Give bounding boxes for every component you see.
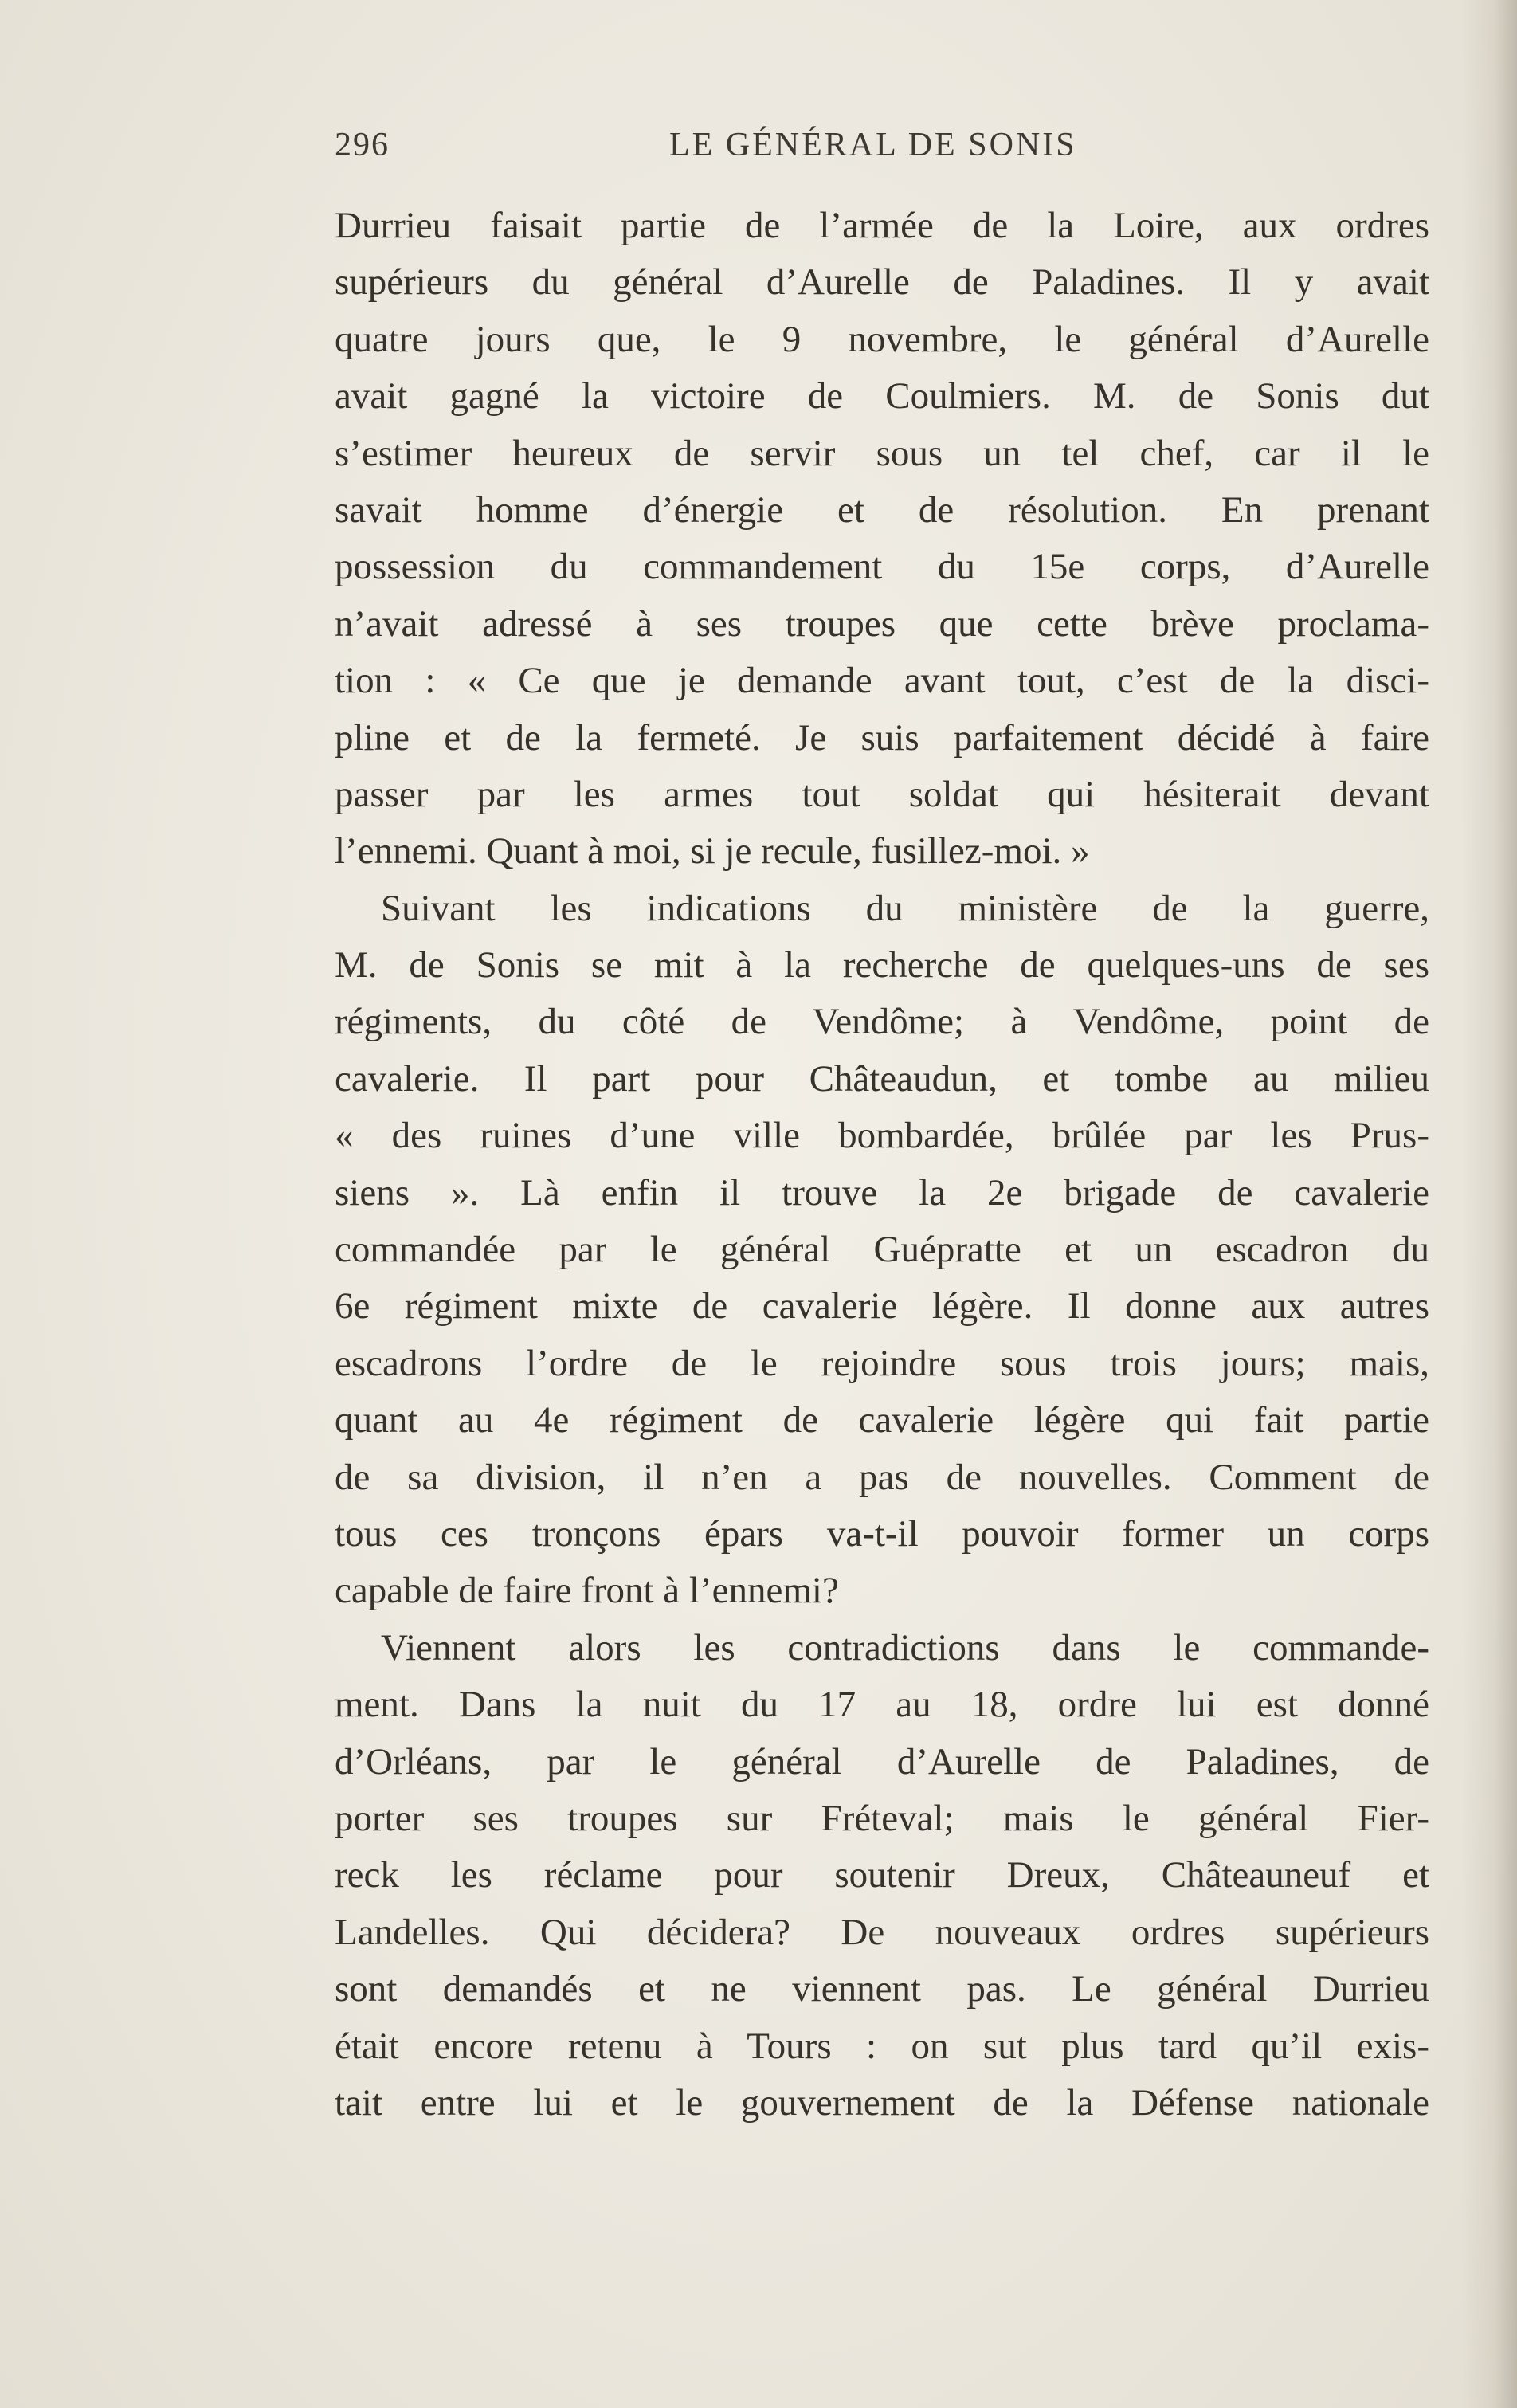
text-line: reck les réclame pour soutenir Dreux, Châteauneuf et xyxy=(335,1854,1429,1896)
text-line: M. de Sonis se mit à la recherche de quelques-uns de ses xyxy=(335,944,1429,986)
text-line: possession du commandement du 15e corps, d’Aurelle xyxy=(335,546,1429,588)
text-line: commandée par le général Guépratte et un escadron du xyxy=(335,1229,1429,1271)
text-line: l’ennemi. Quant à moi, si je recule, fusillez-moi. » xyxy=(335,830,1090,873)
text-line: 6e régiment mixte de cavalerie légère. Il donne aux autres xyxy=(335,1285,1429,1328)
text-line: quatre jours que, le 9 novembre, le général d’Aurelle xyxy=(335,318,1429,360)
text-line: quant au 4e régiment de cavalerie légère qui fait partie xyxy=(335,1399,1429,1441)
text-line: sont demandés et ne viennent pas. Le général Durrieu xyxy=(335,1968,1429,2010)
text-line: capable de faire front à l’ennemi? xyxy=(335,1570,839,1612)
page-number: 296 xyxy=(335,127,390,163)
text-line: porter ses troupes sur Fréteval; mais le général Fier- xyxy=(335,1797,1429,1839)
text-line: régiments, du côté de Vendôme; à Vendôme, point de xyxy=(335,1001,1429,1043)
text-line: cavalerie. Il part pour Châteaudun, et tombe au milieu xyxy=(335,1057,1429,1100)
text-line: Suivant les indications du ministère de la guerre, xyxy=(381,887,1429,929)
text-line: siens ». Là enfin il trouve la 2e brigade de cavalerie xyxy=(335,1171,1429,1214)
body-text xyxy=(335,198,1429,2132)
text-line: tion : « Ce que je demande avant tout, c’est de la disci- xyxy=(335,660,1429,702)
text-line: supérieurs du général d’Aurelle de Paladines. Il y avait xyxy=(335,261,1429,304)
text-line: Viennent alors les contradictions dans le commande- xyxy=(381,1626,1429,1669)
text-line: tous ces tronçons épars va-t-il pouvoir former un corps xyxy=(335,1512,1429,1555)
text-line: « des ruines d’une ville bombardée, brûlée par les Prus- xyxy=(335,1115,1429,1157)
running-title: LE GÉNÉRAL DE SONIS xyxy=(669,127,1077,163)
page-edge-shadow xyxy=(1461,0,1517,2408)
text-line: savait homme d’énergie et de résolution. En prenant xyxy=(335,488,1429,531)
text-line: d’Orléans, par le général d’Aurelle de Paladines, de xyxy=(335,1740,1429,1782)
text-line: tait entre lui et le gouvernement de la Défense nationale xyxy=(335,2081,1429,2124)
text-line: Landelles. Qui décidera? De nouveaux ordres supérieurs xyxy=(335,1911,1429,1953)
text-line: avait gagné la victoire de Coulmiers. M. de Sonis dut xyxy=(335,375,1429,418)
text-line: pline et de la fermeté. Je suis parfaitement décidé à faire xyxy=(335,716,1429,759)
text-line: s’estimer heureux de servir sous un tel chef, car il le xyxy=(335,432,1429,474)
running-header xyxy=(335,126,1429,174)
text-line: Durrieu faisait partie de l’armée de la Loire, aux ordres xyxy=(335,205,1429,246)
text-line: ment. Dans la nuit du 17 au 18, ordre lui est donné xyxy=(335,1684,1429,1726)
text-line: était encore retenu à Tours : on sut plus tard qu’il exis- xyxy=(335,2025,1429,2067)
text-line: de sa division, il n’en a pas de nouvelles. Comment de xyxy=(335,1456,1429,1498)
text-line: n’avait adressé à ses troupes que cette brève proclama- xyxy=(335,602,1429,645)
text-line: passer par les armes tout soldat qui hésiterait devant xyxy=(335,773,1429,815)
text-line: escadrons l’ordre de le rejoindre sous trois jours; mais, xyxy=(335,1342,1429,1384)
